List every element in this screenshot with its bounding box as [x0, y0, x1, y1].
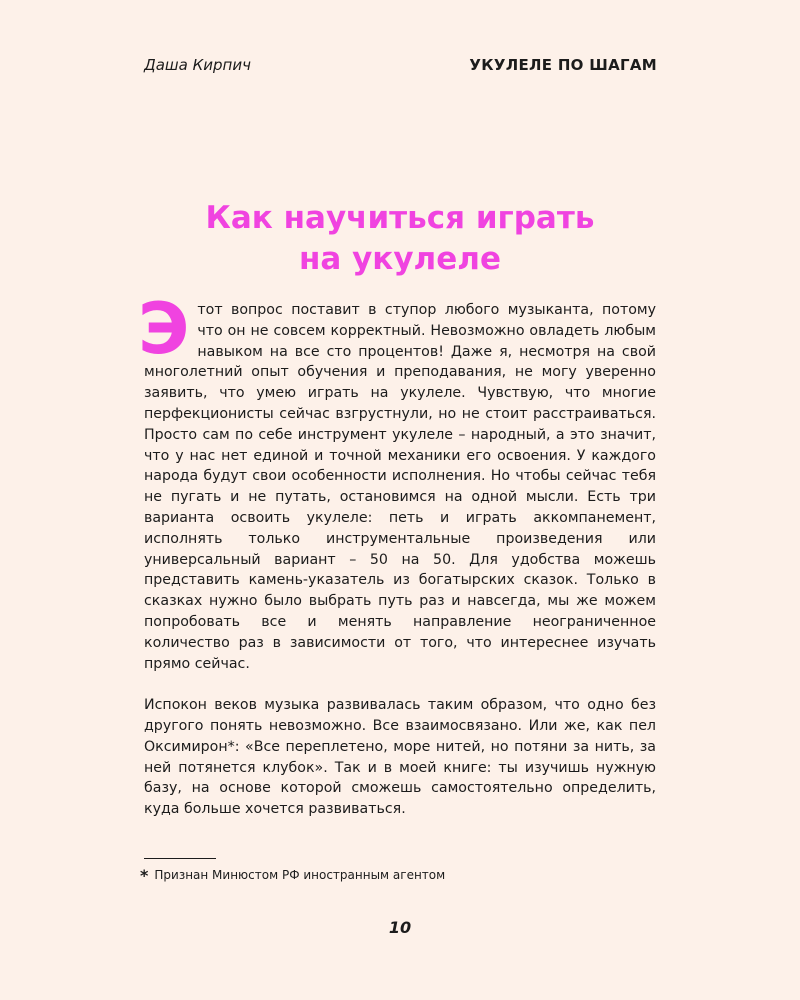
chapter-title [0, 198, 800, 280]
paragraph-1 [138, 288, 656, 674]
drop-cap: Э [138, 288, 190, 370]
footnote-divider [144, 858, 216, 859]
footnote-text: Признан Минюстом РФ иностранным агентом [154, 868, 446, 882]
chapter-title-line-1: Как научиться играть [205, 200, 595, 236]
page-number: 10 [388, 918, 412, 937]
paragraph-2: Испокон веков музыка развивалась таким образом, что одно без другого понять невозможно. Все взаимосвязано. Или же, как пел Оксимирон*: «Все переплетено, море нитей, но потяни за нить, за ней потянется клубок». Так и в моей книге: ты изучишь нужную базу, на основе которой сможешь самостоятельно определить, куда больше хочется развиваться. [144, 697, 656, 818]
running-header-author: Даша Кирпич [144, 56, 251, 74]
footnote-mark: * [140, 866, 149, 885]
running-header-book-title: УКУЛЕЛЕ ПО ШАГАМ [469, 56, 657, 74]
paragraph-1-text: тот вопрос поставит в ступор любого музыканта, потому что он не совсем корректный. Невозможно овладеть любым навыком на все сто процентов! Даже я, несмотря на свой многолетний опыт обучения и преподавания, не могу уверенно заявить, что умею играть на укулеле. Чувствую, что многие перфекционисты сейчас взгрустнули, но не стоит расстраиваться. Просто сам по себе инструмент укулеле – народный, а это значит, что у нас нет единой и точной механики его освоения. У каждого народа будут свои особенности исполнения. Но чтобы сейчас тебя не пугать и не путать, остановимся на одной мысли. Есть три варианта освоить укулеле: петь и играть аккомпанемент, исполнять только инструментальные произведения или универсальный вариант – 50 на 50. Для удобства можешь представить камень-указатель из богатырских сказок. Только в сказках нужно было выбрать путь раз и навсегда, мы же можем попробовать все и менять направление неограниченное количество раз в зависимости от того, что интереснее изучать прямо сейчас. [144, 302, 656, 672]
body-text [138, 288, 656, 820]
footnote [140, 866, 445, 885]
chapter-title-line-2: на укулеле [298, 241, 502, 277]
